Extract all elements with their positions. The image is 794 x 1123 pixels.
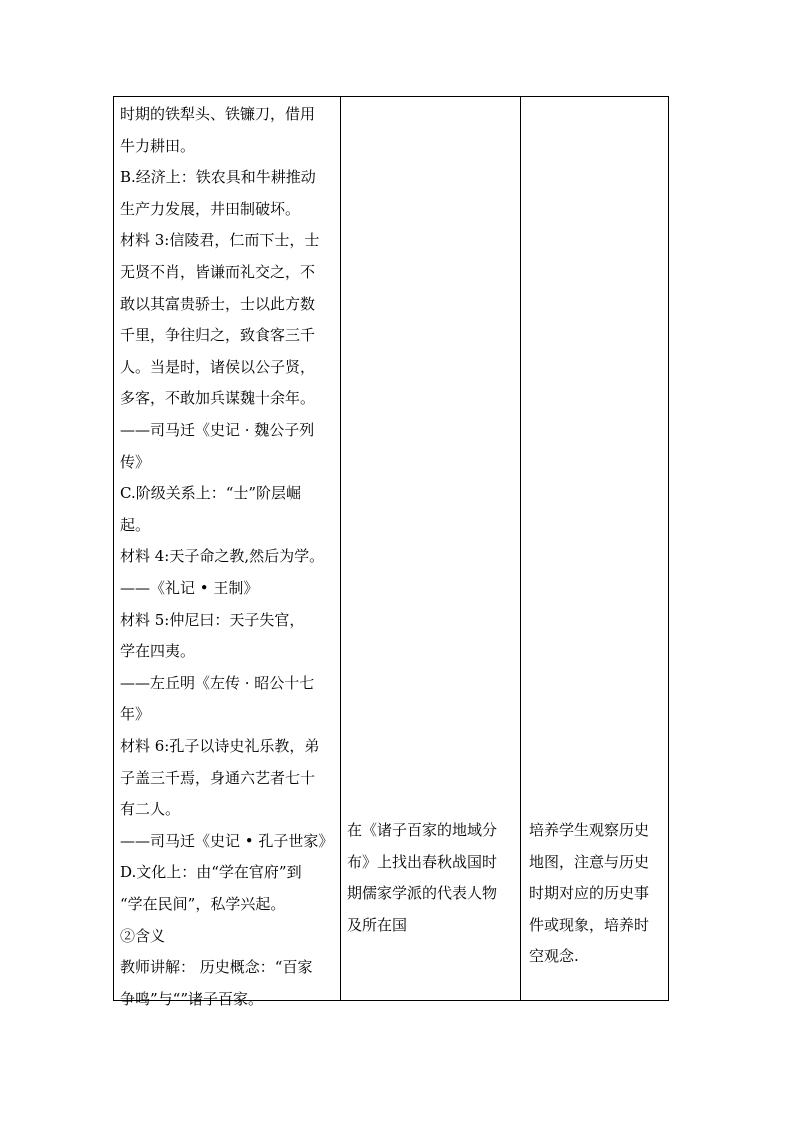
text-line: 期儒家学派的代表人物 [347,884,498,903]
text-line: 敢以其富贵骄士，士以此方数 [120,294,316,313]
text-line: 材料 5:仲尼曰：天子失官， [120,610,305,629]
text-line: 争鸣”与“”诸子百家。 [120,989,264,1008]
teaching-content-cell [114,97,341,1008]
lesson-plan-table [113,96,669,1008]
text-line: 子盖三千焉，身通六艺者七十 [120,768,316,787]
text-line: 传》 [120,452,151,471]
text-line: 材料 3:信陵君，仁而下士，士 [120,231,320,250]
text-line: 布》上找出春秋战国时 [347,852,498,871]
text-line: ②含义 [120,926,166,945]
text-line: 时期的铁犁头、铁镰刀，借用 [120,105,316,123]
text-line: 培养学生观察历史 [529,821,650,839]
text-line: ——司马迁《史记 · 魏公子列 [120,421,315,439]
text-line: 空观念. [529,947,579,966]
text-line: C.阶级关系上：“士”阶层崛 [120,484,302,503]
text-line: 无贤不肖，皆谦而礼交之，不 [120,263,316,281]
text-line: 千里，争往归之，致食客三千 [120,326,316,345]
table-row [114,97,669,1001]
student-activity-cell [341,97,521,1001]
text-line: 年》 [120,705,151,724]
text-line: 在《诸子百家的地域分 [347,821,498,839]
text-line: 生产力发展，井田制破坏。 [120,199,301,218]
text-line: ——左丘明《左传 · 昭公十七 [120,673,315,692]
text-line: D.文化上：由“学在官府”到 [120,863,302,882]
text-line: 人。当是时，诸侯以公子贤， [120,357,316,376]
text-line: ——《礼记 • 王制》 [120,579,259,597]
text-line: “学在民间”，私学兴起。 [120,895,286,913]
text-line: 地图，注意与历史 [529,852,650,871]
text-line: 材料 4:天子命之教,然后为学。 [120,547,325,566]
text-line: ——司马迁《史记 • 孔子世家》 [120,831,334,850]
text-line: 及所在国 [347,915,408,934]
text-line: 件或现象，培养时 [529,915,650,934]
text-line: 牛力耕田。 [120,136,196,155]
text-line: 有二人。 [120,800,181,819]
design-intent-cell [521,97,669,1001]
text-line: 多客，不敢加兵谋魏十余年。 [120,389,316,408]
text-line: 起。 [120,515,151,534]
text-line: 材料 6:孔子以诗史礼乐教，弟 [120,737,320,755]
text-line: 教师讲解： 历史概念：“百家 [120,958,313,977]
text-line: 学在四夷。 [120,642,196,661]
text-line: 时期对应的历史事 [529,884,650,903]
text-line: B.经济上：铁农具和牛耕推动 [120,168,316,187]
